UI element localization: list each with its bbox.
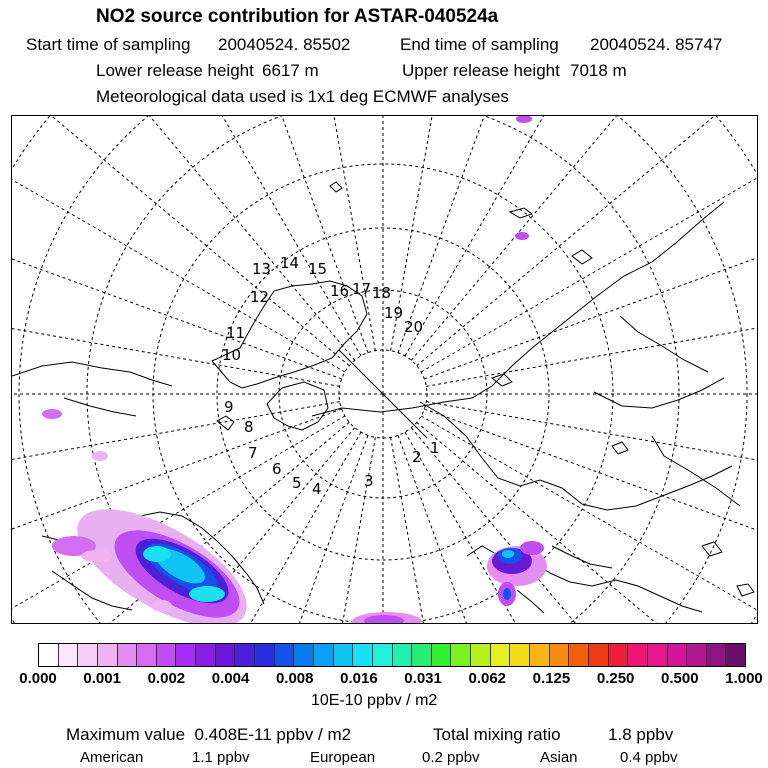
trajectory-label: 4	[312, 480, 322, 498]
colorbar-swatch	[78, 644, 98, 666]
colorbar-swatch	[569, 644, 589, 666]
longitude-line	[144, 116, 368, 353]
colorbar-swatch	[432, 644, 452, 666]
longitude-line	[426, 402, 757, 516]
colorbar-tick-label: 0.002	[147, 670, 186, 687]
american-value: 1.1 ppbv	[192, 749, 250, 766]
colorbar-swatch	[137, 644, 157, 666]
total-mixing-value: 1.8 ppbv	[608, 725, 674, 744]
longitude-line	[417, 422, 757, 623]
colorbar-swatch	[687, 644, 707, 666]
colorbar-swatch	[589, 644, 609, 666]
colorbar-swatch	[628, 644, 648, 666]
colorbar-tick-label: 0.004	[211, 670, 250, 687]
colorbar-tick-label: 1.000	[725, 670, 763, 687]
max-value: 0.408E-11 ppbv / m2	[194, 725, 352, 744]
trajectory-label: 20	[404, 318, 424, 336]
colorbar-swatch	[59, 644, 79, 666]
chart-title: NO2 source contribution for ASTAR-040524a	[96, 6, 499, 27]
lower-height-label: Lower release height	[96, 61, 254, 80]
longitude-line	[421, 116, 757, 372]
longitude-line	[398, 116, 622, 353]
trajectory-label: 1	[430, 439, 440, 457]
trajectory-label: 11	[226, 324, 246, 342]
longitude-line	[426, 272, 757, 386]
trajectory-labels	[222, 254, 440, 498]
upper-height-label: Upper release height	[402, 61, 560, 80]
longitude-line	[411, 428, 757, 623]
colorbar-swatch	[255, 644, 275, 666]
colorbar-tick-label: 0.001	[83, 670, 121, 687]
trajectory-label: 10	[222, 346, 242, 364]
met-data-note: Meteorological data used is 1x1 deg ECMWF analyses	[96, 87, 509, 106]
colorbar-swatch	[707, 644, 727, 666]
colorbar-swatch	[648, 644, 668, 666]
asian-label: Asian	[540, 749, 578, 766]
colorbar-swatch	[196, 644, 216, 666]
polar-map	[11, 115, 758, 624]
lower-height-value: 6617 m	[262, 61, 319, 80]
trajectory-label: 9	[224, 398, 234, 416]
longitude-line	[424, 409, 757, 623]
end-time-value: 20040524. 85747	[590, 35, 723, 54]
longitude-line	[411, 116, 757, 360]
trajectory-label: 5	[292, 474, 302, 492]
trajectory-label: 15	[308, 260, 328, 278]
colorbar-swatch	[491, 644, 511, 666]
trajectory-label: 12	[250, 288, 270, 306]
max-value-line	[66, 725, 351, 745]
plume-europe	[487, 232, 547, 606]
colorbar-swatch	[668, 644, 688, 666]
colorbar-swatch	[412, 644, 432, 666]
plume-asia	[352, 612, 422, 623]
longitude-line	[261, 116, 375, 351]
trajectory-label: 14	[280, 254, 300, 272]
longitude-line	[391, 116, 505, 351]
colorbar-swatch	[373, 644, 393, 666]
colorbar-swatch	[176, 644, 196, 666]
trajectory-label: 2	[412, 448, 422, 466]
upper-height-value: 7018 m	[570, 61, 627, 80]
start-time-value: 20040524. 85502	[218, 35, 351, 54]
asian-value: 0.4 ppbv	[620, 749, 678, 766]
trajectory-label: 8	[244, 418, 254, 436]
colorbar-swatch	[39, 644, 59, 666]
max-value-label: Maximum value	[66, 725, 186, 744]
plume-north-america	[42, 409, 264, 623]
colorbar-tick-label: 0.031	[404, 670, 442, 687]
colorbar-swatch	[510, 644, 530, 666]
start-time-label: Start time of sampling	[26, 35, 191, 54]
trajectory-label: 7	[248, 444, 258, 462]
colorbar-swatch	[314, 644, 334, 666]
trajectory-label: 19	[384, 304, 404, 322]
colorbar-tick-label: 0.062	[468, 670, 507, 687]
total-mixing-label: Total mixing ratio	[433, 725, 561, 744]
longitude-line	[33, 116, 361, 356]
longitude-line	[12, 116, 355, 360]
colorbar-swatch	[275, 644, 295, 666]
colorbar-swatch	[118, 644, 138, 666]
colorbar-swatch	[353, 644, 373, 666]
colorbar-units: 10E-10 ppbv / m2	[311, 692, 438, 709]
trajectory-label: 16	[330, 282, 350, 300]
longitude-line	[12, 402, 340, 516]
colorbar-tick-label: 0.250	[596, 670, 635, 687]
trajectory-label: 13	[252, 260, 272, 278]
colorbar-tick-label: 0.016	[340, 670, 378, 687]
colorbar-tick-label: 0.125	[532, 670, 571, 687]
colorbar-swatch	[98, 644, 118, 666]
longitude-line	[12, 116, 345, 372]
total-mixing-line	[433, 725, 673, 745]
american-label: American	[80, 749, 144, 766]
colorbar-swatch	[393, 644, 413, 666]
colorbar-tick-label: 0.008	[275, 670, 314, 687]
european-value: 0.2 ppbv	[422, 749, 480, 766]
longitude-line	[424, 155, 757, 379]
colorbar-swatch	[294, 644, 314, 666]
colorbar-swatch	[550, 644, 570, 666]
trajectory-label: 17	[352, 280, 372, 298]
colorbar-tick-label: 0.000	[19, 670, 57, 687]
european-label: European	[310, 749, 376, 766]
colorbar-swatch	[726, 644, 745, 666]
colorbar-swatch	[609, 644, 629, 666]
colorbar-swatch	[471, 644, 491, 666]
colorbar-swatch	[235, 644, 255, 666]
end-time-label: End time of sampling	[400, 35, 559, 54]
colorbar-swatch	[157, 644, 177, 666]
longitude-line	[12, 272, 340, 386]
colorbar-swatch	[451, 644, 471, 666]
trajectory-label: 6	[272, 460, 282, 478]
longitude-line	[417, 116, 757, 366]
trajectory-label: 18	[372, 284, 392, 302]
colorbar-swatch	[530, 644, 550, 666]
trajectory-label: 3	[364, 472, 374, 490]
longitude-line	[405, 432, 733, 623]
colorbar-swatch	[216, 644, 236, 666]
colorbar	[38, 643, 746, 667]
colorbar-tick-label: 0.500	[661, 670, 699, 687]
longitude-line	[421, 416, 757, 623]
colorbar-swatch	[334, 644, 354, 666]
